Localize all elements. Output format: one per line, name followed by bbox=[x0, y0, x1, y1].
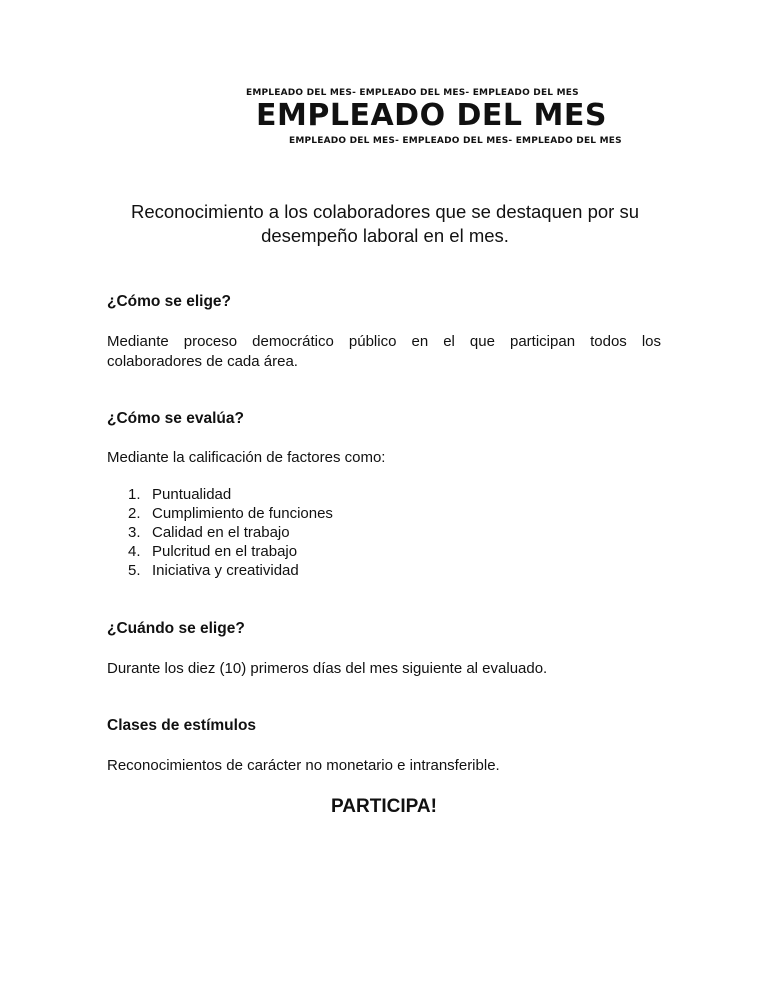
list-item-label: Puntualidad bbox=[152, 486, 232, 503]
heading-como-se-elige: ¿Cómo se elige? bbox=[107, 293, 232, 310]
list-item-label: Calidad en el trabajo bbox=[152, 524, 290, 541]
list-item bbox=[107, 561, 333, 580]
list-item bbox=[107, 523, 333, 542]
list-item-number: 2. bbox=[128, 505, 141, 522]
list-item-number: 5. bbox=[128, 562, 141, 579]
document-subtitle: Reconocimiento a los colaboradores que se destaquen por su desempeño laboral en el mes. bbox=[130, 201, 640, 246]
list-item-label: Iniciativa y creatividad bbox=[152, 562, 299, 579]
list-item bbox=[107, 485, 333, 504]
list-item-number: 1. bbox=[128, 486, 141, 503]
paragraph-cuando-se-elige: Durante los diez (10) primeros días del mes siguiente al evaluado. bbox=[107, 660, 548, 677]
banner-title: EMPLEADO DEL MES bbox=[256, 98, 607, 133]
call-to-action: PARTICIPA! bbox=[331, 796, 437, 817]
list-item bbox=[107, 504, 333, 523]
list-item-number: 3. bbox=[128, 524, 141, 541]
heading-clases-estimulos: Clases de estímulos bbox=[107, 717, 257, 734]
banner-bottom-line: EMPLEADO DEL MES- EMPLEADO DEL MES- EMPLEADO DEL MES bbox=[289, 136, 622, 146]
heading-como-se-evalua: ¿Cómo se evalúa? bbox=[107, 410, 244, 427]
heading-cuando-se-elige: ¿Cuándo se elige? bbox=[107, 620, 245, 637]
list-item bbox=[107, 542, 333, 561]
paragraph-clases-estimulos: Reconocimientos de carácter no monetario e intransferible. bbox=[107, 757, 500, 774]
list-item-number: 4. bbox=[128, 543, 141, 560]
evaluation-factors-list bbox=[107, 485, 333, 580]
paragraph-como-se-elige: Mediante proceso democrático público en el que participan todos los colaboradores de cada área. bbox=[107, 333, 661, 370]
list-item-label: Cumplimiento de funciones bbox=[152, 505, 333, 522]
banner-top-line: EMPLEADO DEL MES- EMPLEADO DEL MES- EMPLEADO DEL MES bbox=[246, 88, 579, 98]
paragraph-como-se-evalua: Mediante la calificación de factores como: bbox=[107, 449, 386, 466]
list-item-label: Pulcritud en el trabajo bbox=[152, 543, 298, 560]
